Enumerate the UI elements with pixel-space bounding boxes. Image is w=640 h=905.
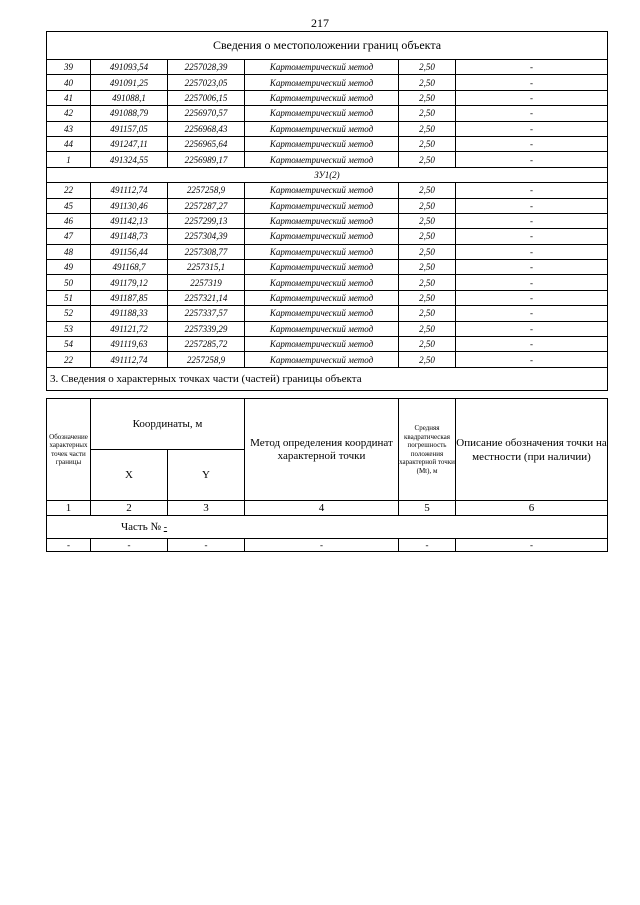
coord-x-cell: 491168,7: [91, 260, 168, 275]
coord-x-cell: 491187,85: [91, 290, 168, 305]
accuracy-cell: 2,50: [399, 275, 456, 290]
point-row: [47, 183, 608, 198]
description-cell: -: [456, 229, 608, 244]
description-cell: -: [456, 106, 608, 121]
description-cell: -: [456, 60, 608, 75]
accuracy-cell: 2,50: [399, 106, 456, 121]
description-cell: -: [456, 321, 608, 336]
header-coordinates: Координаты, м: [91, 399, 245, 450]
coord-x-cell: 491088,1: [91, 90, 168, 105]
accuracy-cell: 2,50: [399, 244, 456, 259]
part-label-cell: [47, 516, 608, 539]
coord-x-cell: 491156,44: [91, 244, 168, 259]
accuracy-cell: 2,50: [399, 337, 456, 352]
coord-y-cell: 2257299,13: [168, 213, 245, 228]
empty-cell: -: [456, 539, 608, 552]
point-number-cell: 52: [47, 306, 91, 321]
coord-x-cell: 491148,73: [91, 229, 168, 244]
point-row: [47, 321, 608, 336]
method-cell: Картометрический метод: [245, 152, 399, 167]
coord-y-cell: 2257006,15: [168, 90, 245, 105]
point-row: [47, 136, 608, 151]
part-points-table: [46, 398, 608, 552]
description-cell: -: [456, 152, 608, 167]
accuracy-cell: 2,50: [399, 75, 456, 90]
accuracy-cell: 2,50: [399, 198, 456, 213]
description-cell: -: [456, 136, 608, 151]
header-x: X: [91, 450, 168, 501]
method-cell: Картометрический метод: [245, 306, 399, 321]
coord-y-cell: 2257258,9: [168, 183, 245, 198]
coord-y-cell: 2257304,39: [168, 229, 245, 244]
section3-row: [47, 367, 608, 390]
section-title: Сведения о местоположении границ объекта: [47, 32, 608, 60]
coord-x-cell: 491119,63: [91, 337, 168, 352]
method-cell: Картометрический метод: [245, 60, 399, 75]
part-number: -: [163, 522, 168, 533]
point-row: [47, 352, 608, 367]
accuracy-cell: 2,50: [399, 136, 456, 151]
accuracy-cell: 2,50: [399, 321, 456, 336]
coord-y-cell: 2257319: [168, 275, 245, 290]
col-number-1: 1: [47, 501, 91, 516]
point-row: [47, 337, 608, 352]
accuracy-cell: 2,50: [399, 213, 456, 228]
point-number-cell: 47: [47, 229, 91, 244]
point-row: [47, 152, 608, 167]
method-cell: Картометрический метод: [245, 275, 399, 290]
empty-cell: -: [91, 539, 168, 552]
description-cell: -: [456, 352, 608, 367]
coord-x-cell: 491088,79: [91, 106, 168, 121]
point-row: [47, 244, 608, 259]
method-cell: Картометрический метод: [245, 244, 399, 259]
point-row: [47, 290, 608, 305]
accuracy-cell: 2,50: [399, 229, 456, 244]
accuracy-cell: 2,50: [399, 121, 456, 136]
point-number-cell: 22: [47, 183, 91, 198]
method-cell: Картометрический метод: [245, 321, 399, 336]
point-number-cell: 54: [47, 337, 91, 352]
description-cell: -: [456, 75, 608, 90]
coord-x-cell: 491112,74: [91, 183, 168, 198]
description-cell: -: [456, 337, 608, 352]
method-cell: Картометрический метод: [245, 352, 399, 367]
method-cell: Картометрический метод: [245, 337, 399, 352]
description-cell: -: [456, 90, 608, 105]
coord-x-cell: 491091,25: [91, 75, 168, 90]
description-cell: -: [456, 198, 608, 213]
point-number-cell: 42: [47, 106, 91, 121]
coord-x-cell: 491247,11: [91, 136, 168, 151]
coord-y-cell: 2257287,27: [168, 198, 245, 213]
section-title-row: [47, 32, 608, 60]
header-y: Y: [168, 450, 245, 501]
accuracy-cell: 2,50: [399, 90, 456, 105]
description-cell: -: [456, 306, 608, 321]
description-cell: -: [456, 244, 608, 259]
accuracy-cell: 2,50: [399, 260, 456, 275]
method-cell: Картометрический метод: [245, 136, 399, 151]
coord-y-cell: 2257023,05: [168, 75, 245, 90]
col-number-3: 3: [168, 501, 245, 516]
point-row: [47, 306, 608, 321]
point-number-cell: 1: [47, 152, 91, 167]
part-row: [47, 516, 608, 539]
coord-x-cell: 491142,13: [91, 213, 168, 228]
group-label: ЗУ1(2): [47, 167, 608, 182]
coord-y-cell: 2256965,64: [168, 136, 245, 151]
coord-x-cell: 491130,46: [91, 198, 168, 213]
page-number: 217: [311, 16, 329, 30]
accuracy-cell: 2,50: [399, 306, 456, 321]
accuracy-cell: 2,50: [399, 290, 456, 305]
point-row: [47, 229, 608, 244]
coord-y-cell: 2256989,17: [168, 152, 245, 167]
accuracy-cell: 2,50: [399, 152, 456, 167]
empty-cell: -: [399, 539, 456, 552]
col-number-2: 2: [91, 501, 168, 516]
method-cell: Картометрический метод: [245, 213, 399, 228]
col-number-4: 4: [245, 501, 399, 516]
group-row: [47, 167, 608, 182]
method-cell: Картометрический метод: [245, 90, 399, 105]
coord-x-cell: 491112,74: [91, 352, 168, 367]
coord-x-cell: 491179,12: [91, 275, 168, 290]
coord-y-cell: 2257339,29: [168, 321, 245, 336]
point-number-cell: 39: [47, 60, 91, 75]
point-number-cell: 53: [47, 321, 91, 336]
col-number-5: 5: [399, 501, 456, 516]
coord-y-cell: 2257337,57: [168, 306, 245, 321]
method-cell: Картометрический метод: [245, 106, 399, 121]
point-row: [47, 275, 608, 290]
point-row: [47, 260, 608, 275]
method-cell: Картометрический метод: [245, 290, 399, 305]
empty-cell: -: [245, 539, 399, 552]
point-number-cell: 46: [47, 213, 91, 228]
point-row: [47, 60, 608, 75]
col-number-6: 6: [456, 501, 608, 516]
method-cell: Картометрический метод: [245, 198, 399, 213]
coord-y-cell: 2257285,72: [168, 337, 245, 352]
point-row: [47, 121, 608, 136]
header-row-1: [47, 399, 608, 450]
part-label: Часть №: [121, 521, 161, 533]
description-cell: -: [456, 183, 608, 198]
point-number-cell: 45: [47, 198, 91, 213]
method-cell: Картометрический метод: [245, 229, 399, 244]
coord-x-cell: 491121,72: [91, 321, 168, 336]
point-row: [47, 90, 608, 105]
accuracy-cell: 2,50: [399, 60, 456, 75]
point-number-cell: 43: [47, 121, 91, 136]
point-number-cell: 40: [47, 75, 91, 90]
point-row: [47, 198, 608, 213]
coord-x-cell: 491324,55: [91, 152, 168, 167]
description-cell: -: [456, 260, 608, 275]
coord-y-cell: 2256968,43: [168, 121, 245, 136]
coord-x-cell: 491093,54: [91, 60, 168, 75]
point-number-cell: 51: [47, 290, 91, 305]
method-cell: Картометрический метод: [245, 121, 399, 136]
coord-x-cell: 491157,05: [91, 121, 168, 136]
point-number-cell: 41: [47, 90, 91, 105]
method-cell: Картометрический метод: [245, 75, 399, 90]
point-number-cell: 44: [47, 136, 91, 151]
point-number-cell: 22: [47, 352, 91, 367]
point-row: [47, 213, 608, 228]
point-row: [47, 106, 608, 121]
point-number-cell: 48: [47, 244, 91, 259]
accuracy-cell: 2,50: [399, 183, 456, 198]
coord-y-cell: 2257258,9: [168, 352, 245, 367]
method-cell: Картометрический метод: [245, 183, 399, 198]
header-description: Описание обозначения точки на местности (при наличии): [456, 399, 608, 501]
method-cell: Картометрический метод: [245, 260, 399, 275]
coord-y-cell: 2256970,57: [168, 106, 245, 121]
accuracy-cell: 2,50: [399, 352, 456, 367]
coord-x-cell: 491188,33: [91, 306, 168, 321]
header-point-designation: Обозначение характерных точек части границы: [47, 399, 91, 501]
coord-y-cell: 2257321,14: [168, 290, 245, 305]
description-cell: -: [456, 275, 608, 290]
description-cell: -: [456, 290, 608, 305]
description-cell: -: [456, 121, 608, 136]
empty-cell: -: [168, 539, 245, 552]
section3-title: 3. Сведения о характерных точках части (частей) границы объекта: [47, 367, 608, 390]
point-number-cell: 49: [47, 260, 91, 275]
empty-data-row: [47, 539, 608, 552]
header-method: Метод определения координат характерной точки: [245, 399, 399, 501]
point-number-cell: 50: [47, 275, 91, 290]
coord-y-cell: 2257315,1: [168, 260, 245, 275]
point-row: [47, 75, 608, 90]
coord-y-cell: 2257028,39: [168, 60, 245, 75]
description-cell: -: [456, 213, 608, 228]
column-number-row: [47, 501, 608, 516]
header-accuracy: Средняя квадратическая погрешность положения характерной точки (Mt), м: [399, 399, 456, 501]
boundary-location-table: [46, 31, 608, 391]
coord-y-cell: 2257308,77: [168, 244, 245, 259]
empty-cell: -: [47, 539, 91, 552]
